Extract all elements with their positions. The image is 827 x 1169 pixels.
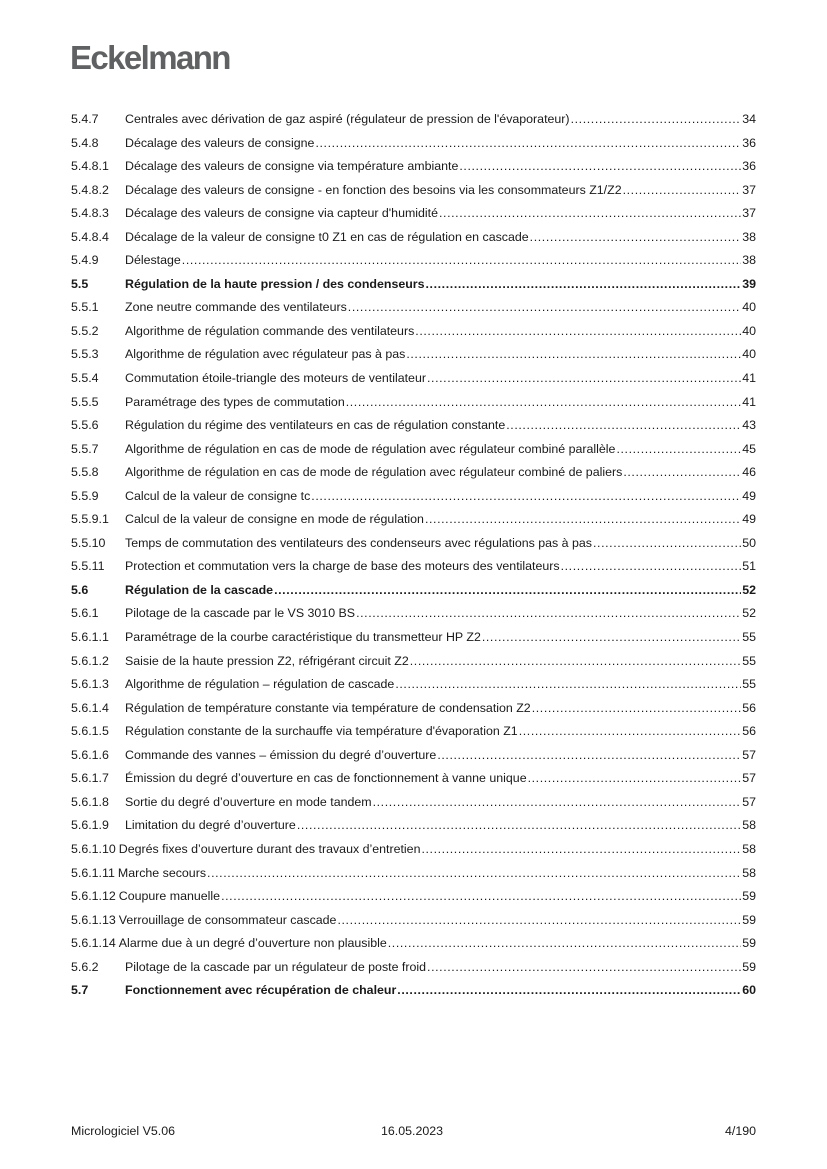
toc-entry-title: Calcul de la valeur de consigne tc <box>125 488 311 503</box>
toc-entry-title: Marche secours <box>117 865 207 880</box>
toc-dot-leader <box>337 909 741 933</box>
company-logo: Eckelmann <box>70 39 230 76</box>
toc-entry-page: 34 <box>742 112 756 126</box>
toc-entry-title: Paramétrage des types de commutation <box>125 394 345 409</box>
toc-entry-page: 40 <box>742 300 756 315</box>
toc-entry-title: Décalage des valeurs de consigne via capteur d'humidité <box>125 206 439 221</box>
toc-entry-title: Décalage de la valeur de consigne t0 Z1 en cas de régulation en cascade <box>125 229 529 244</box>
toc-dot-leader <box>274 579 741 603</box>
toc-entry-title: Algorithme de régulation en cas de mode de régulation avec régulateur combiné de paliers <box>125 465 623 480</box>
toc-entry[interactable] <box>71 132 756 156</box>
toc-entry-page: 58 <box>742 818 756 833</box>
toc-entry-number: 5.4.7 <box>71 112 99 126</box>
toc-entry-page: 58 <box>742 865 756 880</box>
toc-dot-leader <box>182 249 741 273</box>
toc-entry-number: 5.4.8.1 <box>71 159 109 174</box>
toc-entry-page: 57 <box>742 747 756 762</box>
toc-entry[interactable] <box>71 320 756 344</box>
toc-entry[interactable] <box>71 202 756 226</box>
toc-entry[interactable] <box>71 838 756 862</box>
toc-entry-page: 57 <box>742 771 756 786</box>
toc-entry-number: 5.6.2 <box>71 959 99 974</box>
toc-entry-page: 56 <box>742 700 756 715</box>
toc-entry-number: 5.5 <box>71 276 89 291</box>
toc-entry-page: 41 <box>742 394 756 409</box>
toc-entry[interactable] <box>71 814 756 838</box>
toc-entry[interactable] <box>71 885 756 909</box>
toc-dot-leader <box>373 791 742 815</box>
table-of-contents <box>71 108 756 1003</box>
toc-entry-number: 5.6.1.13 <box>71 912 116 927</box>
toc-entry-title: Pilotage de la cascade par un régulateur de poste froid <box>125 959 427 974</box>
toc-entry-title: Coupure manuelle <box>118 889 221 904</box>
toc-entry-title: Algorithme de régulation commande des ventilateurs <box>125 323 415 338</box>
toc-dot-leader <box>623 179 742 203</box>
toc-entry-title: Régulation de la cascade <box>125 582 274 597</box>
toc-dot-leader <box>397 979 741 1003</box>
toc-dot-leader <box>348 296 741 320</box>
toc-entry[interactable] <box>71 697 756 721</box>
toc-entry[interactable] <box>71 673 756 697</box>
toc-entry-title: Temps de commutation des ventilateurs des condenseurs avec régulations pas à pas <box>125 535 592 550</box>
toc-dot-leader <box>221 885 741 909</box>
toc-dot-leader <box>395 673 741 697</box>
toc-entry[interactable] <box>71 179 756 203</box>
toc-entry[interactable] <box>71 391 756 415</box>
toc-entry-title: Saisie de la haute pression Z2, réfrigérant circuit Z2 <box>125 653 409 668</box>
toc-entry-number: 5.5.8 <box>71 465 99 480</box>
toc-entry-page: 40 <box>742 323 756 338</box>
toc-entry-number: 5.5.9 <box>71 488 99 503</box>
toc-dot-leader <box>530 226 742 250</box>
toc-dot-leader <box>506 414 741 438</box>
toc-entry[interactable] <box>71 956 756 980</box>
toc-entry-page: 50 <box>742 535 756 550</box>
toc-entry-number: 5.5.6 <box>71 418 99 433</box>
toc-dot-leader <box>207 862 741 886</box>
toc-entry-title: Sortie du degré d’ouverture en mode tandem <box>125 794 372 809</box>
toc-dot-leader <box>459 155 741 179</box>
toc-entry-number: 5.7 <box>71 983 89 998</box>
toc-dot-leader <box>427 367 741 391</box>
toc-entry[interactable] <box>71 932 756 956</box>
toc-entry-title: Calcul de la valeur de consigne en mode de régulation <box>125 512 424 527</box>
toc-entry-title: Commutation étoile-triangle des moteurs de ventilateur <box>125 371 426 386</box>
footer-date: 16.05.2023 <box>381 1124 444 1138</box>
toc-section-entry[interactable] <box>71 979 756 1003</box>
toc-entry-number: 5.6.1.9 <box>71 818 109 833</box>
toc-dot-leader <box>311 485 741 509</box>
toc-entry-title: Algorithme de régulation avec régulateur pas à pas <box>125 347 406 362</box>
toc-dot-leader <box>315 132 741 156</box>
toc-entry-page: 56 <box>742 724 756 739</box>
toc-entry-title: Verrouillage de consommateur cascade <box>118 912 337 927</box>
toc-entry-page: 55 <box>742 630 756 645</box>
toc-entry-number: 5.6.1.8 <box>71 794 109 809</box>
toc-entry[interactable] <box>71 226 756 250</box>
toc-entry-number: 5.4.9 <box>71 253 99 268</box>
toc-entry[interactable] <box>71 367 756 391</box>
toc-entry-title: Décalage des valeurs de consigne - en fonction des besoins via les consommateurs Z1/Z2 <box>125 182 622 197</box>
toc-entry[interactable] <box>71 508 756 532</box>
toc-entry-page: 38 <box>742 253 756 268</box>
toc-entry[interactable] <box>71 532 756 556</box>
toc-entry[interactable] <box>71 343 756 367</box>
toc-entry-title: Régulation du régime des ventilateurs en cas de régulation constante <box>125 418 506 433</box>
toc-entry[interactable] <box>71 155 756 179</box>
toc-entry[interactable] <box>71 720 756 744</box>
toc-entry-page: 46 <box>742 465 756 480</box>
toc-entry-number: 5.5.1 <box>71 300 99 315</box>
toc-entry-number: 5.6.1.3 <box>71 677 109 692</box>
toc-entry[interactable] <box>71 909 756 933</box>
toc-entry-page: 36 <box>742 159 756 174</box>
toc-dot-leader <box>439 202 741 226</box>
toc-entry[interactable] <box>71 296 756 320</box>
toc-dot-leader <box>519 720 742 744</box>
toc-entry-title: Régulation de température constante via température de condensation Z2 <box>125 700 531 715</box>
toc-entry-page: 51 <box>742 559 756 574</box>
toc-entry-page: 39 <box>742 276 756 291</box>
toc-entry[interactable] <box>71 414 756 438</box>
toc-dot-leader <box>421 838 741 862</box>
toc-entry-title: Zone neutre commande des ventilateurs <box>125 300 347 315</box>
toc-entry-title: Degrés fixes d’ouverture durant des travaux d’entretien <box>118 841 421 856</box>
toc-dot-leader <box>616 438 741 462</box>
toc-entry[interactable] <box>71 650 756 674</box>
toc-entry-title: Régulation constante de la surchauffe via température d'évaporation Z1 <box>125 724 518 739</box>
toc-entry-page: 41 <box>742 371 756 386</box>
toc-entry-title: Protection et commutation vers la charge de base des moteurs des ventilateurs <box>125 559 560 574</box>
toc-entry-page: 43 <box>742 418 756 433</box>
toc-dot-leader <box>437 744 741 768</box>
toc-entry-page: 37 <box>742 206 756 221</box>
toc-entry-title: Émission du degré d’ouverture en cas de fonctionnement à vanne unique <box>125 771 527 786</box>
toc-entry-page: 60 <box>742 983 756 998</box>
toc-entry[interactable] <box>71 108 756 132</box>
toc-entry-title: Décalage des valeurs de consigne <box>125 135 315 150</box>
toc-entry-title: Limitation du degré d’ouverture <box>125 818 296 833</box>
toc-entry-title: Décalage des valeurs de consigne via température ambiante <box>125 159 459 174</box>
toc-dot-leader <box>410 650 741 674</box>
toc-entry-page: 59 <box>742 889 756 904</box>
toc-dot-leader <box>427 956 741 980</box>
toc-entry-number: 5.6.1.7 <box>71 771 109 786</box>
toc-entry-page: 55 <box>742 677 756 692</box>
toc-entry-title: Paramétrage de la courbe caractéristique du transmetteur HP Z2 <box>125 630 481 645</box>
toc-entry[interactable] <box>71 862 756 886</box>
toc-dot-leader <box>528 767 742 791</box>
toc-entry-title: Pilotage de la cascade par le VS 3010 BS <box>125 606 356 621</box>
toc-entry-page: 57 <box>742 794 756 809</box>
toc-dot-leader <box>406 343 741 367</box>
toc-entry-page: 49 <box>742 488 756 503</box>
toc-dot-leader <box>532 697 742 721</box>
toc-entry-title: Algorithme de régulation en cas de mode de régulation avec régulateur combiné parallèle <box>125 441 616 456</box>
toc-dot-leader <box>561 555 742 579</box>
toc-entry-title: Régulation de la haute pression / des condenseurs <box>125 276 425 291</box>
toc-entry-page: 52 <box>742 606 756 621</box>
toc-entry-title: Centrales avec dérivation de gaz aspiré (régulateur de pression de l'évaporateur) <box>125 112 570 126</box>
toc-entry-number: 5.4.8.3 <box>71 206 109 221</box>
toc-entry-number: 5.5.5 <box>71 394 99 409</box>
toc-entry-number: 5.4.8.2 <box>71 182 109 197</box>
toc-entry-number: 5.5.7 <box>71 441 99 456</box>
toc-entry-number: 5.6.1.11 <box>71 865 115 880</box>
toc-entry[interactable] <box>71 555 756 579</box>
toc-entry-title: Alarme due à un degré d’ouverture non plausible <box>118 936 387 951</box>
toc-section-entry[interactable] <box>71 579 756 603</box>
toc-entry-number: 5.6.1.2 <box>71 653 109 668</box>
toc-dot-leader <box>346 391 741 415</box>
toc-dot-leader <box>593 532 741 556</box>
toc-entry-number: 5.5.9.1 <box>71 512 109 527</box>
toc-entry-page: 59 <box>742 912 756 927</box>
toc-dot-leader <box>571 108 742 132</box>
toc-entry-page: 38 <box>742 229 756 244</box>
toc-entry-number: 5.6.1.5 <box>71 724 109 739</box>
toc-entry-page: 36 <box>742 135 756 150</box>
toc-entry-number: 5.6.1.12 <box>71 889 116 904</box>
footer-page-number: 4/190 <box>724 1124 756 1138</box>
toc-entry-number: 5.6.1.10 <box>71 841 116 856</box>
toc-dot-leader <box>297 814 741 838</box>
toc-entry-page: 40 <box>742 347 756 362</box>
toc-dot-leader <box>388 932 741 956</box>
toc-entry-number: 5.5.4 <box>71 371 99 386</box>
toc-entry[interactable] <box>71 485 756 509</box>
toc-entry-number: 5.5.11 <box>71 559 105 574</box>
toc-entry-page: 59 <box>742 936 756 951</box>
toc-entry-page: 58 <box>742 841 756 856</box>
toc-dot-leader <box>623 461 741 485</box>
toc-dot-leader <box>356 602 741 626</box>
toc-entry[interactable] <box>71 744 756 768</box>
toc-entry-number: 5.4.8.4 <box>71 229 109 244</box>
toc-entry-page: 49 <box>742 512 756 527</box>
toc-entry[interactable] <box>71 791 756 815</box>
toc-entry-page: 59 <box>742 959 756 974</box>
toc-entry-page: 37 <box>742 182 756 197</box>
toc-entry-title: Délestage <box>125 253 181 268</box>
toc-entry[interactable] <box>71 438 756 462</box>
toc-dot-leader <box>425 508 741 532</box>
toc-entry-number: 5.5.10 <box>71 535 106 550</box>
toc-entry-number: 5.6.1.6 <box>71 747 109 762</box>
toc-dot-leader <box>415 320 741 344</box>
toc-entry-number: 5.6.1.4 <box>71 700 109 715</box>
toc-entry-title: Commande des vannes – émission du degré d’ouverture <box>125 747 437 762</box>
toc-entry-number: 5.6 <box>71 582 89 597</box>
toc-entry-number: 5.6.1 <box>71 606 99 621</box>
toc-entry[interactable] <box>71 461 756 485</box>
toc-entry-title: Fonctionnement avec récupération de chaleur <box>125 983 397 998</box>
toc-entry[interactable] <box>71 626 756 650</box>
toc-entry-page: 52 <box>742 582 756 597</box>
toc-entry[interactable] <box>71 602 756 626</box>
toc-dot-leader <box>482 626 741 650</box>
toc-entry-title: Algorithme de régulation – régulation de cascade <box>125 677 395 692</box>
toc-entry-number: 5.6.1.14 <box>71 936 116 951</box>
toc-entry-number: 5.5.2 <box>71 323 99 338</box>
toc-entry[interactable] <box>71 767 756 791</box>
footer-document-version: Micrologiciel V5.06 <box>71 1124 175 1138</box>
toc-entry-page: 45 <box>742 441 756 456</box>
toc-entry-number: 5.5.3 <box>71 347 99 362</box>
toc-dot-leader <box>426 273 742 297</box>
toc-entry-number: 5.4.8 <box>71 135 99 150</box>
toc-entry-page: 55 <box>742 653 756 668</box>
toc-section-entry[interactable] <box>71 273 756 297</box>
toc-entry[interactable] <box>71 249 756 273</box>
toc-entry-number: 5.6.1.1 <box>71 630 109 645</box>
